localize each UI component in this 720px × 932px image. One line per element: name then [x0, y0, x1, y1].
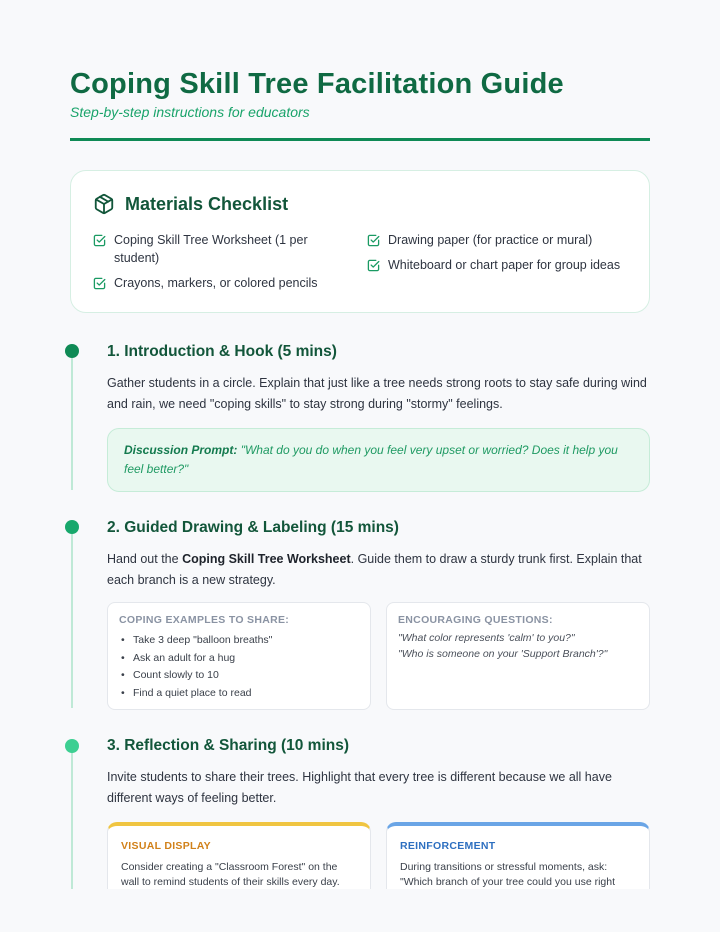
checkbox-checked-icon	[367, 234, 380, 247]
card-title: VISUAL DISPLAY	[121, 840, 211, 852]
materials-checklist	[70, 170, 650, 313]
box-icon	[93, 193, 115, 215]
card-title: COPING EXAMPLES TO SHARE:	[119, 614, 290, 626]
list-item: • Find a quiet place to read	[119, 685, 359, 703]
step-reflection	[107, 737, 650, 902]
card-text: During transitions or stressful moments, ask: "Which branch of your tree could you use right	[400, 861, 616, 888]
timeline-line	[71, 752, 73, 892]
worksheet-name: Coping Skill Tree Worksheet	[182, 552, 351, 566]
materials-item	[367, 231, 637, 249]
timeline-dot	[65, 520, 79, 534]
checkbox-checked-icon	[93, 277, 106, 290]
page-title: Coping Skill Tree Facilitation Guide	[70, 68, 564, 100]
step-body-post: . Guide them to draw a sturdy trunk first. Explain that each branch is a new strategy.	[107, 552, 642, 587]
discussion-prompt	[107, 428, 650, 492]
materials-right-column	[367, 231, 637, 281]
title-divider	[70, 138, 650, 141]
page-subtitle: Step-by-step instructions for educators	[70, 104, 310, 120]
card-title: REINFORCEMENT	[400, 840, 496, 852]
step-title: 3. Reflection & Sharing (10 mins)	[107, 737, 350, 754]
encouraging-questions-card	[386, 602, 650, 710]
timeline-dot	[65, 739, 79, 753]
materials-header	[93, 193, 288, 215]
card-text: Consider creating a "Classroom Forest" on the wall to remind students of their skills every day.	[121, 861, 340, 888]
materials-left-column	[93, 231, 333, 299]
prompt-label: Discussion Prompt:	[124, 443, 238, 457]
materials-item-label: Crayons, markers, or colored pencils	[114, 276, 318, 290]
materials-item-label: Coping Skill Tree Worksheet (1 per student)	[114, 233, 308, 265]
prompt-text: "What do you do when you feel very upset or worried? Does it help you feel better?"	[124, 443, 618, 476]
materials-item-label: Drawing paper (for practice or mural)	[388, 233, 593, 247]
step-body-pre: Hand out the	[107, 552, 183, 566]
step-cards	[107, 602, 650, 710]
list-item: • Take 3 deep "balloon breaths"	[119, 632, 359, 650]
step-body: Invite students to share their trees. Highlight that every tree is different because we all have different ways of feeling better.	[107, 770, 612, 805]
step-body: Gather students in a circle. Explain that just like a tree needs strong roots to stay safe during wind and rain, we need "coping skills" to stay strong during "stormy" feelings.	[107, 376, 647, 411]
materials-item-label: Whiteboard or chart paper for group ideas	[388, 258, 621, 272]
step-guided-drawing	[107, 519, 650, 710]
question-line: "What color represents 'calm' to you?"	[398, 632, 575, 644]
step-title: 2. Guided Drawing & Labeling (15 mins)	[107, 519, 399, 536]
list-item: • Ask an adult for a hug	[119, 650, 359, 668]
materials-title: Materials Checklist	[125, 193, 289, 214]
timeline-line	[71, 534, 73, 708]
step-introduction	[107, 343, 650, 492]
checkbox-checked-icon	[93, 234, 106, 247]
timeline-line	[71, 358, 73, 490]
list-item: • Count slowly to 10	[119, 667, 359, 685]
question-line: "Who is someone on your 'Support Branch'?"	[398, 647, 608, 660]
coping-examples-card	[107, 602, 371, 710]
coping-examples-list	[119, 632, 359, 702]
card-title: ENCOURAGING QUESTIONS:	[398, 614, 553, 626]
materials-item	[93, 274, 333, 292]
step-title: 1. Introduction & Hook (5 mins)	[107, 343, 337, 360]
checkbox-checked-icon	[367, 259, 380, 272]
page-bottom-edge	[0, 889, 720, 932]
materials-item	[93, 231, 333, 267]
question-quotes	[398, 631, 638, 662]
step-body	[107, 549, 650, 590]
timeline-dot	[65, 344, 79, 358]
materials-item	[367, 256, 637, 274]
